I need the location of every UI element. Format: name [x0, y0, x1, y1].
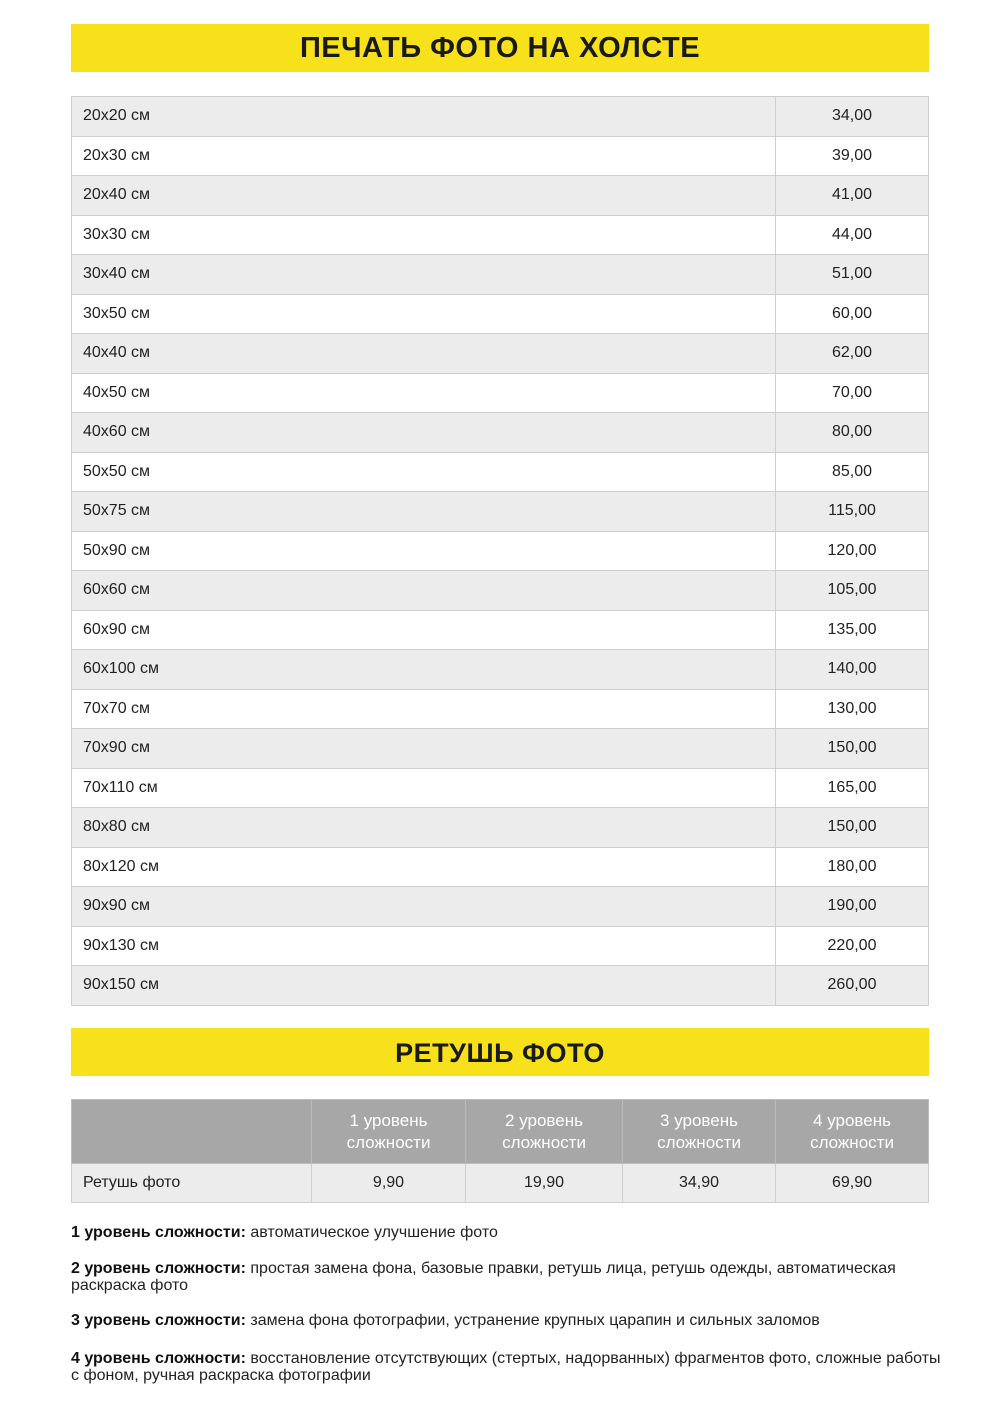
canvas-price: 115,00 — [776, 492, 929, 532]
canvas-price: 51,00 — [776, 255, 929, 295]
retouch-price-level-4: 69,90 — [776, 1164, 929, 1203]
price-row — [72, 255, 929, 295]
price-row — [72, 531, 929, 571]
canvas-price: 165,00 — [776, 768, 929, 808]
canvas-size: 90x130 см — [72, 926, 776, 966]
canvas-price: 120,00 — [776, 531, 929, 571]
note-term: 2 уровень сложности: — [71, 1260, 246, 1277]
canvas-size: 40x40 см — [72, 334, 776, 374]
canvas-size: 60x60 см — [72, 571, 776, 611]
canvas-size: 70x70 см — [72, 689, 776, 729]
canvas-price: 44,00 — [776, 215, 929, 255]
price-row — [72, 334, 929, 374]
canvas-price: 220,00 — [776, 926, 929, 966]
retouch-header-row — [72, 1100, 929, 1164]
price-row — [72, 689, 929, 729]
retouch-price-level-3: 34,90 — [623, 1164, 776, 1203]
price-row — [72, 413, 929, 453]
retouch-price-level-2: 19,90 — [466, 1164, 623, 1203]
retouch-header-level-1 — [312, 1100, 466, 1164]
note-level-4 — [71, 1350, 941, 1384]
canvas-price: 62,00 — [776, 334, 929, 374]
price-row — [72, 650, 929, 690]
canvas-size: 20x40 см — [72, 176, 776, 216]
canvas-size: 60x100 см — [72, 650, 776, 690]
retouch-price-table — [71, 1099, 929, 1203]
canvas-size: 50x90 см — [72, 531, 776, 571]
canvas-size: 70x110 см — [72, 768, 776, 808]
note-term: 1 уровень сложности: — [71, 1224, 246, 1241]
canvas-price: 85,00 — [776, 452, 929, 492]
price-row — [72, 373, 929, 413]
price-row — [72, 452, 929, 492]
price-row — [72, 729, 929, 769]
price-row — [72, 808, 929, 848]
header-line: 1 уровень — [349, 1110, 428, 1130]
header-line: сложности — [502, 1132, 586, 1152]
canvas-size: 30x40 см — [72, 255, 776, 295]
canvas-size: 40x50 см — [72, 373, 776, 413]
note-text: автоматическое улучшение фото — [245, 1224, 498, 1241]
canvas-size: 50x50 см — [72, 452, 776, 492]
canvas-size: 20x30 см — [72, 136, 776, 176]
canvas-price: 70,00 — [776, 373, 929, 413]
price-row — [72, 571, 929, 611]
note-text: восстановление отсутствующих (стертых, надорванных) фрагментов фото, сложные работы с фоном, ручная раскраска фотографии — [71, 1350, 941, 1384]
price-row — [72, 887, 929, 927]
note-level-2 — [71, 1260, 941, 1294]
canvas-size: 30x30 см — [72, 215, 776, 255]
price-row — [72, 966, 929, 1006]
retouch-title: РЕТУШЬ ФОТО — [71, 1028, 929, 1076]
canvas-price: 34,00 — [776, 97, 929, 137]
canvas-price: 135,00 — [776, 610, 929, 650]
canvas-size: 20x20 см — [72, 97, 776, 137]
note-text: замена фона фотографии, устранение крупных царапин и сильных заломов — [245, 1312, 820, 1329]
canvas-size: 50x75 см — [72, 492, 776, 532]
canvas-price: 105,00 — [776, 571, 929, 611]
header-line: 2 уровень — [505, 1110, 583, 1130]
header-line: 3 уровень — [660, 1110, 738, 1130]
canvas-price: 39,00 — [776, 136, 929, 176]
price-row — [72, 215, 929, 255]
canvas-price: 80,00 — [776, 413, 929, 453]
note-term: 3 уровень сложности: — [71, 1312, 246, 1329]
canvas-price: 60,00 — [776, 294, 929, 334]
canvas-size: 40x60 см — [72, 413, 776, 453]
canvas-price: 130,00 — [776, 689, 929, 729]
header-line: сложности — [346, 1132, 431, 1152]
canvas-size: 80x120 см — [72, 847, 776, 887]
canvas-price: 150,00 — [776, 729, 929, 769]
price-row — [72, 97, 929, 137]
canvas-price: 190,00 — [776, 887, 929, 927]
canvas-price: 150,00 — [776, 808, 929, 848]
note-level-1 — [71, 1224, 941, 1241]
retouch-header-level-3 — [623, 1100, 776, 1164]
price-row — [72, 768, 929, 808]
note-level-3 — [71, 1312, 941, 1329]
canvas-size: 60x90 см — [72, 610, 776, 650]
note-term: 4 уровень сложности: — [71, 1350, 246, 1367]
price-row — [72, 492, 929, 532]
retouch-header-level-4 — [776, 1100, 929, 1164]
header-line: сложности — [657, 1132, 741, 1152]
canvas-price: 140,00 — [776, 650, 929, 690]
retouch-row-label: Ретушь фото — [72, 1164, 312, 1203]
canvas-price: 180,00 — [776, 847, 929, 887]
price-row — [72, 176, 929, 216]
price-row — [72, 136, 929, 176]
price-row — [72, 847, 929, 887]
price-row — [72, 294, 929, 334]
canvas-size: 90x90 см — [72, 887, 776, 927]
canvas-price-table — [71, 96, 929, 1006]
canvas-size: 30x50 см — [72, 294, 776, 334]
retouch-price-level-1: 9,90 — [312, 1164, 466, 1203]
note-text: простая замена фона, базовые правки, ретушь лица, ретушь одежды, автоматическая раскраска фото — [71, 1260, 896, 1294]
canvas-size: 80x80 см — [72, 808, 776, 848]
retouch-header-level-2 — [466, 1100, 623, 1164]
canvas-size: 70x90 см — [72, 729, 776, 769]
canvas-size: 90x150 см — [72, 966, 776, 1006]
price-row — [72, 610, 929, 650]
retouch-row — [72, 1164, 929, 1203]
retouch-header-blank — [72, 1100, 312, 1164]
canvas-price: 41,00 — [776, 176, 929, 216]
canvas-price: 260,00 — [776, 966, 929, 1006]
header-line: 4 уровень — [813, 1110, 891, 1130]
canvas-print-title: ПЕЧАТЬ ФОТО НА ХОЛСТЕ — [71, 24, 929, 72]
header-line: сложности — [810, 1132, 894, 1152]
price-row — [72, 926, 929, 966]
